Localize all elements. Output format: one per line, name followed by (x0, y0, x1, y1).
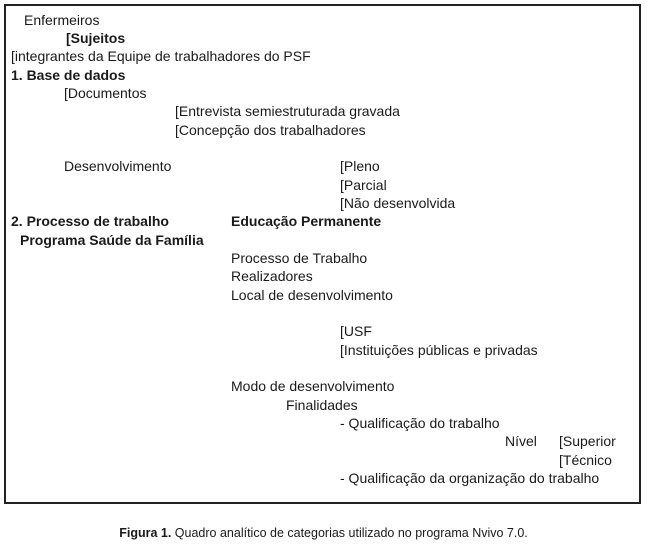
category-usf: [USF (340, 323, 372, 339)
category-concepcao: [Concepção dos trabalhadores (175, 122, 366, 138)
heading-educacao-permanente: Educação Permanente (231, 213, 382, 229)
category-sujeitos: [Sujeitos (66, 30, 126, 46)
category-instituicoes: [Instituições públicas e privadas (340, 342, 538, 358)
category-local-desenvolvimento: Local de desenvolvimento (231, 287, 393, 303)
category-nivel: Nível (505, 433, 537, 449)
heading-processo-de-trabalho: 2. Processo de trabalho (11, 213, 169, 229)
category-pleno: [Pleno (340, 158, 380, 174)
category-enfermeiros: Enfermeiros (24, 12, 100, 28)
category-tecnico: [Técnico (559, 452, 612, 468)
heading-base-de-dados: 1. Base de dados (11, 67, 126, 83)
category-processo-trabalho: Processo de Trabalho (231, 250, 368, 266)
caption-label: Figura 1. (119, 526, 172, 540)
figure-frame (4, 4, 641, 504)
category-realizadores: Realizadores (231, 268, 313, 284)
category-qualificacao-trabalho: - Qualificação do trabalho (340, 415, 500, 431)
caption-text: Quadro analítico de categorias utilizado no programa Nvivo 7.0. (174, 526, 528, 540)
figure-caption (0, 525, 647, 541)
category-finalidades: Finalidades (286, 397, 358, 413)
category-modo-desenvolvimento: Modo de desenvolvimento (231, 378, 395, 394)
category-desenvolvimento: Desenvolvimento (64, 158, 172, 174)
heading-programa-saude-familia: Programa Saúde da Família (20, 232, 204, 248)
category-integrantes: [integrantes da Equipe de trabalhadores do PSF (11, 48, 311, 64)
category-qualificacao-organizacao: - Qualificação da organização do trabalho (340, 470, 600, 486)
category-superior: [Superior (559, 433, 616, 449)
category-parcial: [Parcial (340, 177, 387, 193)
category-documentos: [Documentos (64, 85, 147, 101)
category-nao-desenvolvida: [Não desenvolvida (340, 195, 456, 211)
category-entrevista: [Entrevista semiestruturada gravada (175, 103, 400, 119)
